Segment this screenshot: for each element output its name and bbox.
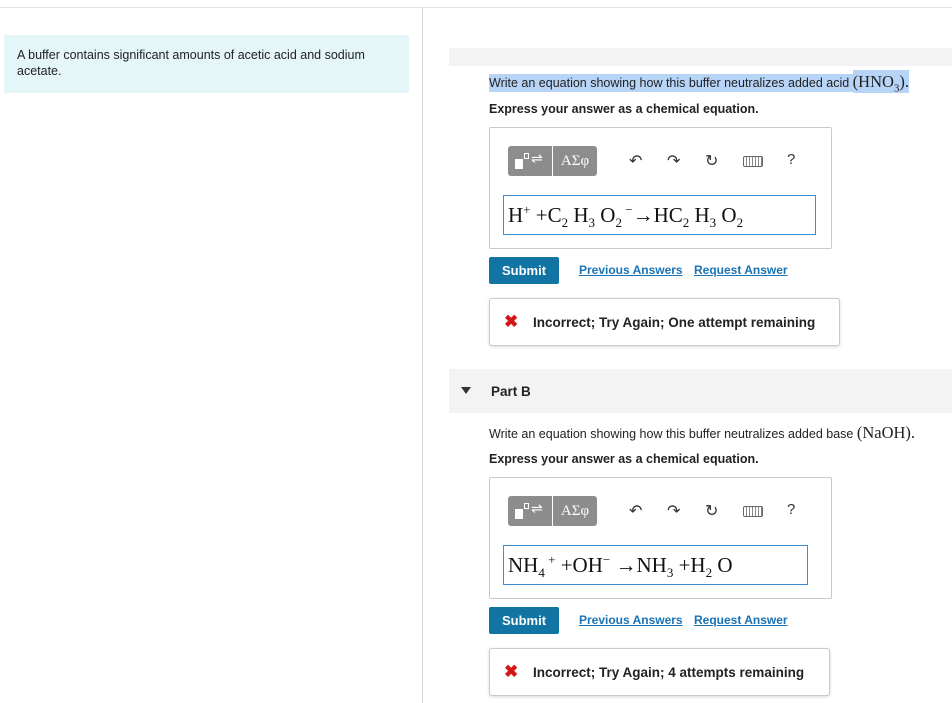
- part-b-answer-input[interactable]: $NH_4$ $^+ +OH^- \to NH_3 +H_2$ O: [503, 545, 808, 585]
- part-b-feedback: [489, 648, 830, 696]
- part-b-previous-answers-link[interactable]: Previous Answers: [579, 613, 683, 627]
- part-b-question-chem: (NaOH).: [856, 423, 916, 442]
- collapse-triangle-icon[interactable]: [461, 387, 471, 394]
- help-icon[interactable]: ?: [787, 501, 796, 518]
- part-a-question-chem: $(HNO_3)$.: [852, 72, 910, 95]
- part-a-submit-button[interactable]: Submit: [489, 257, 559, 284]
- template-icon[interactable]: ⇌: [508, 146, 552, 176]
- reset-icon[interactable]: ↻: [705, 501, 719, 520]
- part-a-header-band: [449, 48, 952, 66]
- incorrect-x-icon: ✖: [504, 662, 519, 681]
- part-b-request-answer-link[interactable]: Request Answer: [694, 613, 788, 627]
- greek-symbols-button[interactable]: ΑΣφ: [553, 496, 597, 526]
- part-b-question: [489, 423, 915, 443]
- part-a-answer-input[interactable]: $H^+ +C_2$ $H_3$ $O_2$ $^-\to HC_2$ $H_3$ $O_2$: [503, 195, 816, 235]
- help-icon[interactable]: ?: [787, 151, 796, 168]
- prompt-text: A buffer contains significant amounts of acetic acid and sodium acetate.: [17, 48, 365, 78]
- part-b-answer-editor: [489, 477, 832, 599]
- part-b-feedback-text: Incorrect; Try Again; 4 attempts remaining: [533, 665, 805, 680]
- part-a-feedback: [489, 298, 840, 346]
- part-a-feedback-text: Incorrect; Try Again; One attempt remaining: [533, 315, 816, 330]
- part-a-question-text: Write an equation showing how this buffer neutralizes added acid: [489, 76, 853, 90]
- greek-symbols-button[interactable]: ΑΣφ: [553, 146, 597, 176]
- part-b-title[interactable]: Part B: [491, 384, 531, 399]
- part-a-request-answer-link[interactable]: Request Answer: [694, 263, 788, 277]
- part-b-question-text: Write an equation showing how this buffer neutralizes added base: [489, 427, 857, 441]
- column-divider: [422, 8, 423, 703]
- part-a-question: [489, 72, 909, 94]
- incorrect-x-icon: ✖: [504, 312, 519, 331]
- top-divider: [0, 7, 952, 8]
- undo-icon[interactable]: ↶: [629, 151, 643, 170]
- part-b-submit-button[interactable]: Submit: [489, 607, 559, 634]
- part-a-instruction: Express your answer as a chemical equation.: [489, 102, 759, 116]
- part-a-toolbar: [508, 146, 818, 176]
- part-b-instruction: Express your answer as a chemical equation.: [489, 452, 759, 466]
- part-b-toolbar: [508, 496, 818, 526]
- problem-prompt: [4, 35, 409, 93]
- redo-icon[interactable]: ↷: [667, 151, 681, 170]
- part-a-answer-editor: [489, 127, 832, 249]
- redo-icon[interactable]: ↷: [667, 501, 681, 520]
- part-a-previous-answers-link[interactable]: Previous Answers: [579, 263, 683, 277]
- template-icon[interactable]: ⇌: [508, 496, 552, 526]
- keyboard-icon[interactable]: [743, 506, 763, 517]
- undo-icon[interactable]: ↶: [629, 501, 643, 520]
- keyboard-icon[interactable]: [743, 156, 763, 167]
- reset-icon[interactable]: ↻: [705, 151, 719, 170]
